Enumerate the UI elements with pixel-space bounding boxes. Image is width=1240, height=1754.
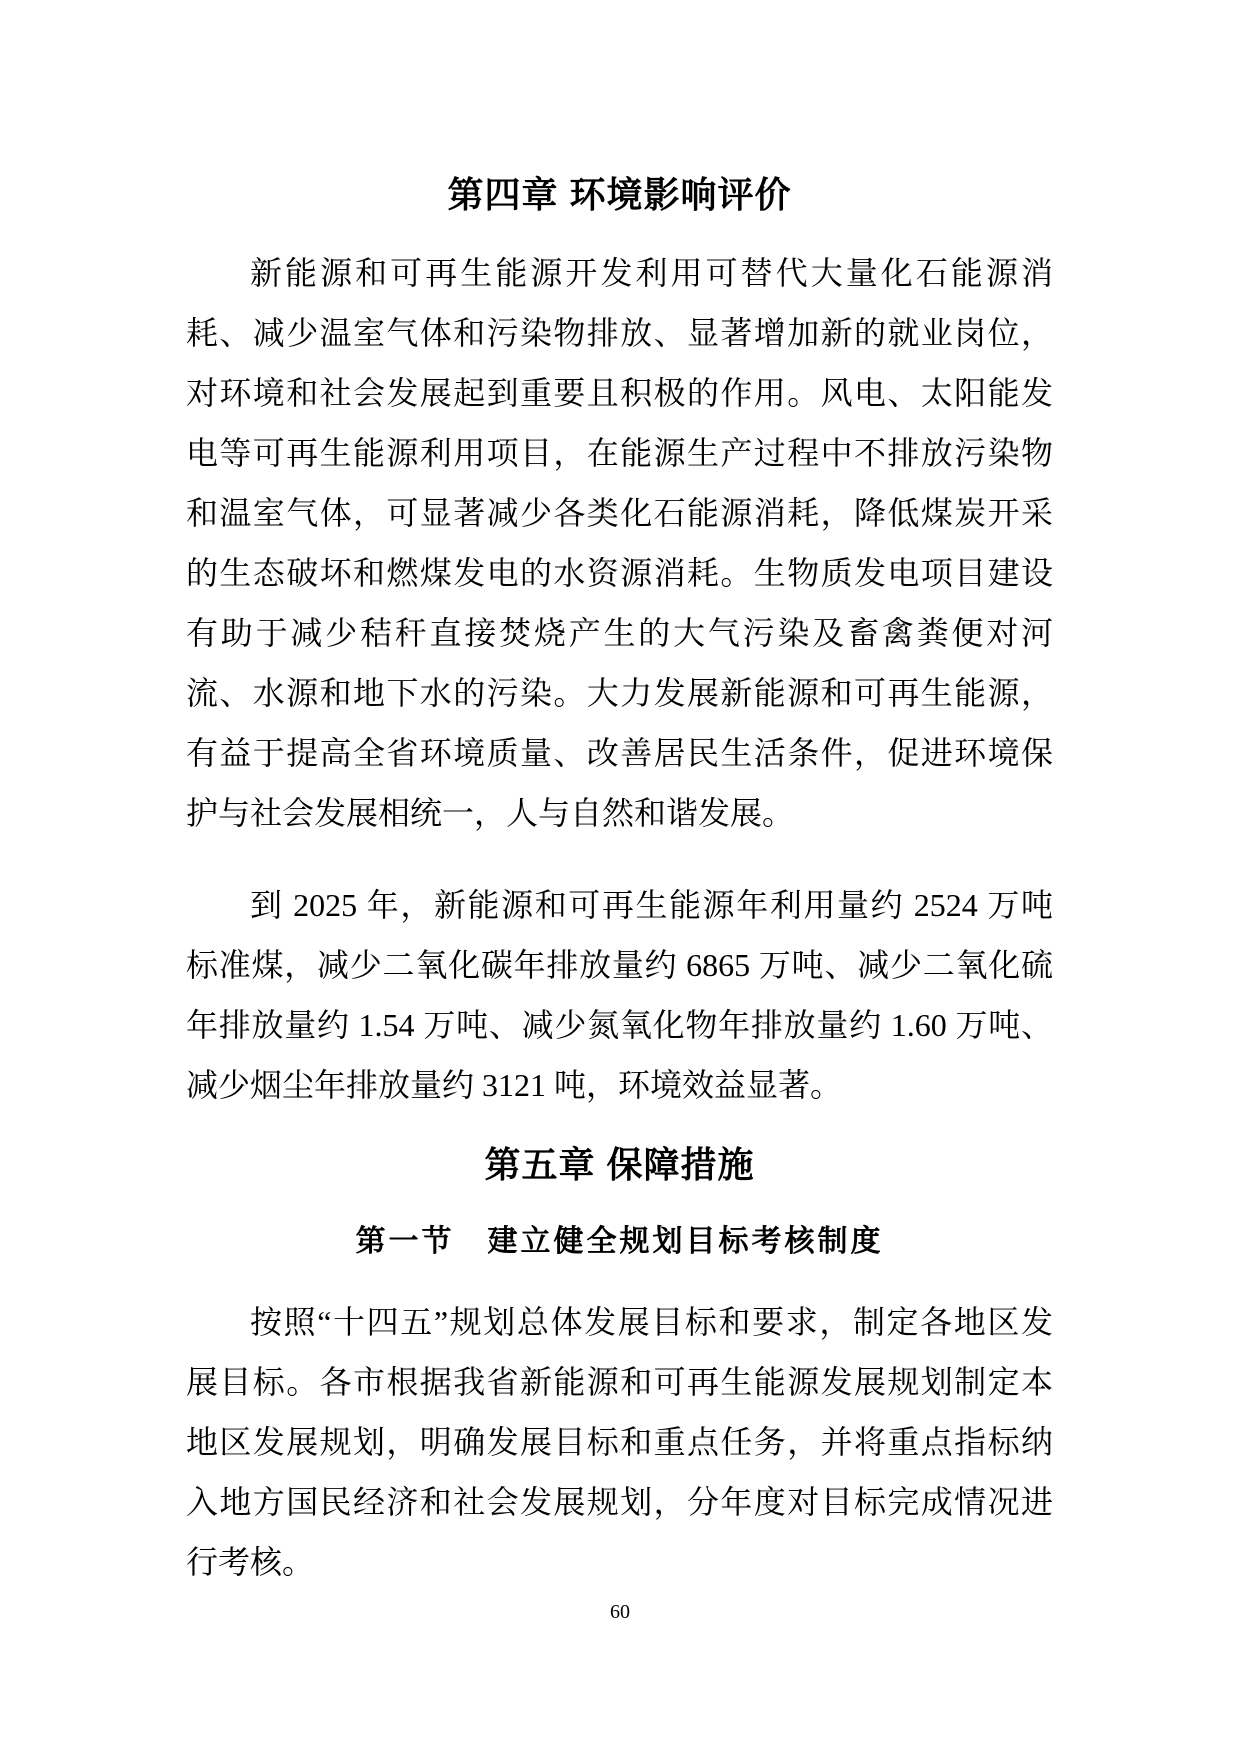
text-line: 流、水源和地下水的污染。大力发展新能源和可再生能源，: [186, 675, 1053, 711]
text-line: 入地方国民经济和社会发展规划，分年度对目标完成情况进: [186, 1484, 1053, 1520]
text-line: 减少烟尘年排放量约 3121 吨，环境效益显著。: [186, 1067, 843, 1103]
paragraph-2: [186, 875, 1053, 1115]
text-line: 年排放量约 1.54 万吨、减少氮氧化物年排放量约 1.60 万吨、: [186, 1007, 1053, 1043]
text-line: 到 2025 年，新能源和可再生能源年利用量约 2524 万吨: [250, 887, 1053, 923]
text-line: 的生态破坏和燃煤发电的水资源消耗。生物质发电项目建设: [186, 555, 1053, 591]
paragraph-1: [186, 243, 1053, 843]
page-number: 60: [610, 1601, 630, 1623]
section-1-heading: 第一节 建立健全规划目标考核制度: [355, 1225, 884, 1258]
text-line: 耗、减少温室气体和污染物排放、显著增加新的就业岗位，: [186, 315, 1053, 351]
chapter-4-heading: 第四章 环境影响评价: [447, 174, 792, 215]
text-line: 行考核。: [186, 1544, 315, 1580]
chapter-5-heading: 第五章 保障措施: [484, 1144, 755, 1185]
text-line: 展目标。各市根据我省新能源和可再生能源发展规划制定本: [186, 1364, 1053, 1400]
text-line: 新能源和可再生能源开发利用可替代大量化石能源消: [250, 255, 1053, 291]
text-line: 和温室气体，可显著减少各类化石能源消耗，降低煤炭开采: [186, 495, 1053, 531]
text-line: 有益于提高全省环境质量、改善居民生活条件，促进环境保: [186, 735, 1053, 771]
text-line: 地区发展规划，明确发展目标和重点任务，并将重点指标纳: [186, 1424, 1053, 1460]
text-line: 有助于减少秸秆直接焚烧产生的大气污染及畜禽粪便对河: [186, 615, 1053, 651]
text-line: 对环境和社会发展起到重要且积极的作用。风电、太阳能发: [186, 375, 1053, 411]
text-line: 护与社会发展相统一，人与自然和谐发展。: [186, 795, 795, 831]
text-line: 标准煤，减少二氧化碳年排放量约 6865 万吨、减少二氧化硫: [186, 947, 1053, 983]
text-line: 电等可再生能源利用项目，在能源生产过程中不排放污染物: [186, 435, 1053, 471]
text-line: 按照“十四五”规划总体发展目标和要求，制定各地区发: [250, 1304, 1053, 1340]
paragraph-3: [186, 1292, 1053, 1592]
